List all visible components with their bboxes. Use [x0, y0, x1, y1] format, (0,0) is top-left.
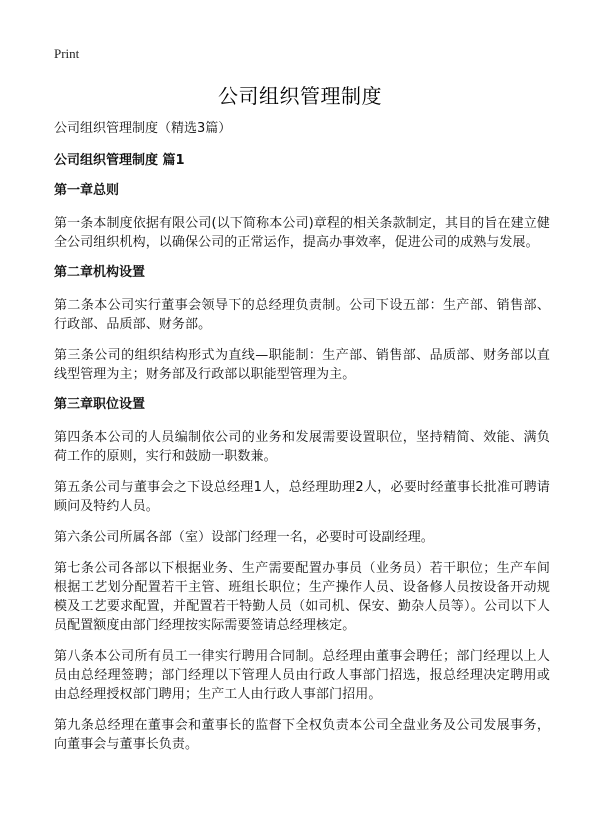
article-1: 第一条本制度依据有限公司(以下简称本公司)章程的相关条款制定，其目的旨在建立健全公司组织机构，以确保公司的正常运作，提高办事效率，促进公司的成熟与发展。	[54, 216, 550, 250]
chapter-heading-1: 第一章总则	[54, 183, 120, 198]
print-link[interactable]: Print	[54, 46, 80, 61]
article-3: 第三条公司的组织结构形式为直线—职能制：生产部、销售部、品质部、财务部以直线型管理为主；财务部及行政部以职能型管理为主。	[54, 348, 550, 382]
document-body	[54, 120, 550, 766]
chapter-heading-2: 第二章机构设置	[54, 265, 146, 280]
article-6: 第六条公司所属各部（室）设部门经理一名，必要时可设副经理。	[54, 530, 434, 545]
document-title: 公司组织管理制度	[218, 84, 382, 108]
article-7: 第七条公司各部以下根据业务、生产需要配置办事员（业务员）若干职位；生产车间根据工艺划分配置若干主管、班组长职位；生产操作人员、设备修人员按设备开动规模及工艺要求配置，并配置若干特勤人员（如司机、保安、勤杂人员等）。公司以下人员配置额度由部门经理按实际需要签请总经理核定。	[54, 561, 550, 633]
article-8: 第八条本公司所有员工一律实行聘用合同制。总经理由董事会聘任；部门经理以上人员由总经理签聘；部门经理以下管理人员由行政人事部门招选，报总经理决定聘用或由总经理授权部门聘用；生产工人由行政人事部门招用。	[54, 649, 550, 702]
article-5: 第五条公司与董事会之下设总经理1人，总经理助理2人，必要时经董事长批准可聘请顾问及特约人员。	[54, 480, 550, 514]
document-subtitle: 公司组织管理制度（精选3篇）	[54, 121, 232, 136]
article-9: 第九条总经理在董事会和董事长的监督下全权负责本公司全盘业务及公司发展事务，向董事会与董事长负责。	[54, 718, 550, 752]
article-4: 第四条本公司的人员编制依公司的业务和发展需要设置职位，坚持精简、效能、满负荷工作的原则，实行和鼓励一职数兼。	[54, 430, 550, 464]
article-2: 第二条本公司实行董事会领导下的总经理负责制。公司下设五部：生产部、销售部、行政部、品质部、财务部。	[54, 298, 550, 332]
chapter-heading-3: 第三章职位设置	[54, 397, 146, 412]
part-heading: 公司组织管理制度 篇1	[54, 153, 185, 168]
